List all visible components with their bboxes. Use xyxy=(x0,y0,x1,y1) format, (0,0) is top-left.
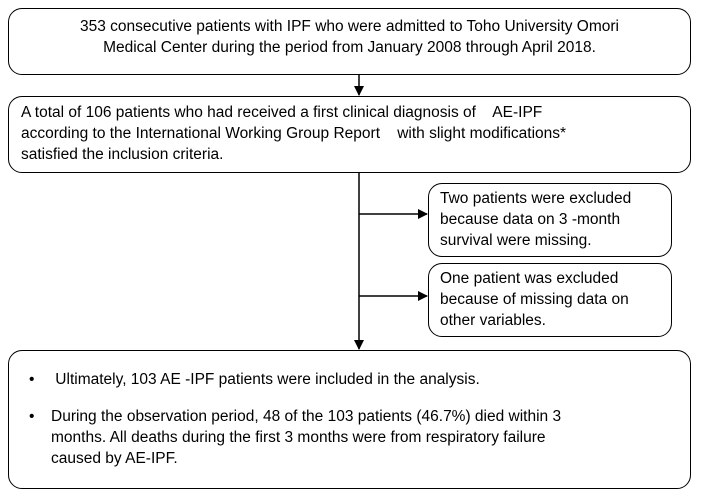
inclusion-criteria-box xyxy=(8,96,691,173)
bullet-marker: • xyxy=(29,371,35,388)
cohort-box xyxy=(8,8,691,75)
exclusion-box-survival-missing xyxy=(428,183,672,257)
final-bullet-item xyxy=(29,406,678,469)
bullet-marker: • xyxy=(29,408,35,425)
criteria-text-line: according to the International Working Group Report with slight modifications* xyxy=(21,125,567,142)
exclusion1-text-line: Two patients were excluded xyxy=(440,190,632,207)
final-text-line: caused by AE-IPF. xyxy=(51,450,178,467)
exclusion2-text-line: One patient was excluded xyxy=(440,270,619,287)
exclusion1-text-line: because data on 3 -month xyxy=(440,211,621,228)
final-bullet-item xyxy=(29,369,678,390)
final-text-line: months. All deaths during the first 3 months were from respiratory failure xyxy=(51,429,546,446)
final-text-line: Ultimately, 103 AE -IPF patients were included in the analysis. xyxy=(51,371,480,388)
final-text-line: During the observation period, 48 of the 103 patients (46.7%) died within 3 xyxy=(51,408,562,425)
exclusion1-text-line: survival were missing. xyxy=(440,232,592,249)
cohort-text-line: Medical Center during the period from January 2008 through April 2018. xyxy=(103,39,596,56)
final-analysis-box xyxy=(8,350,691,489)
exclusion-box-missing-variables xyxy=(428,263,672,337)
exclusion2-text-line: other variables. xyxy=(440,312,546,329)
exclusion2-text-line: because of missing data on xyxy=(440,291,629,308)
cohort-text-line: 353 consecutive patients with IPF who were admitted to Toho University Omori xyxy=(79,18,620,35)
criteria-text-line: satisfied the inclusion criteria. xyxy=(21,146,224,163)
criteria-text-line: A total of 106 patients who had received a first clinical diagnosis of AE-IPF xyxy=(21,104,543,121)
